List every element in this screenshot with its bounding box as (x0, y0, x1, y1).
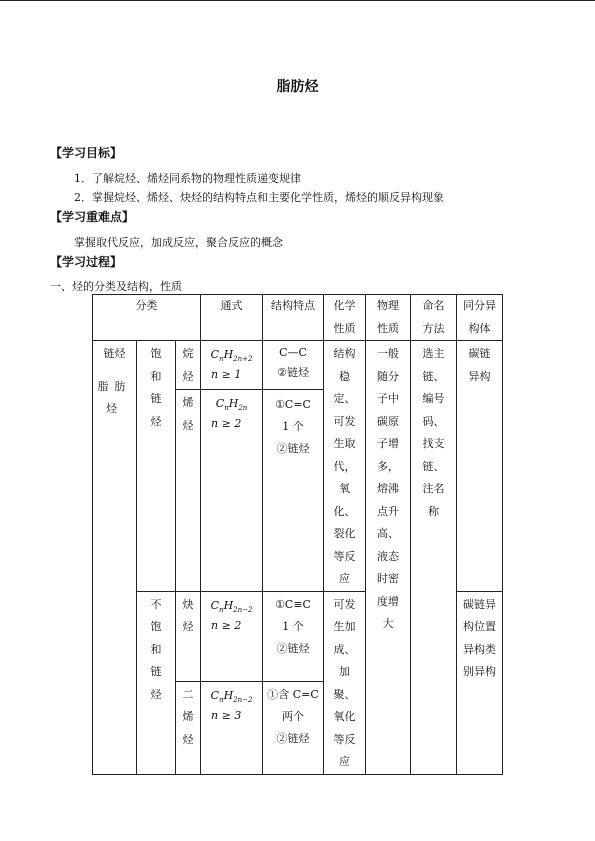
alkane-formula: $C_nH_{2n+2}$ (210, 348, 253, 364)
goals-heading: 【学习目标】 (50, 146, 123, 160)
alkane-condition: n ≥ 1 (211, 368, 242, 382)
header-formula: 通式 (201, 295, 263, 341)
alkyne-formula: $C_nH_{2n-2}$ (210, 598, 253, 614)
diene-name: 二烯烃 (176, 681, 201, 774)
alkane-name: 烷烃 (176, 341, 201, 390)
diene-condition: n ≥ 3 (211, 709, 242, 723)
diene-formula: $C_nH_{2n-2}$ (210, 688, 253, 705)
alkane-structure: C—C ②链烃 (263, 341, 324, 390)
chain-aliphatic-cell (93, 341, 137, 775)
alkene-formula-cell (201, 390, 263, 591)
header-physical: 物理性质 (366, 295, 411, 341)
table-row-alkane (93, 341, 503, 390)
key-points-text: 掌握取代反应，加成反应，聚合反应的概念 (74, 236, 283, 249)
alkyne-formula-cell (201, 591, 263, 681)
alkene-name: 烯烃 (176, 390, 201, 591)
alkyne-name: 炔烃 (176, 591, 201, 681)
header-chemical: 化学性质 (324, 295, 366, 341)
alkene-condition: n ≥ 2 (211, 417, 242, 431)
alkane-formula-cell (201, 341, 263, 390)
aliphatic-label: 脂肪烃 (97, 379, 132, 415)
alkene-structure: ①C=C 1 个 ②链烃 (263, 390, 324, 591)
goal-item-1: 1．了解烷烃、烯烃同系物的物理性质递变规律 (74, 172, 301, 185)
chain-label: 链烃 (103, 347, 126, 360)
naming-method: 选主链、编号码、找支链、注名称 (411, 341, 457, 775)
header-rule (0, 0, 595, 1)
goal-item-2: 2．掌握烷烃、烯烃、炔烃的结构特点和主要化学性质，烯烃的顺反异构现象 (74, 191, 444, 204)
unsaturated-cell: 不饱和链烃 (137, 591, 176, 774)
process-subheading: 一、烃的分类及结构，性质 (50, 280, 182, 293)
isomer-unsaturated: 碳链异构位置异构类别异构 (457, 591, 503, 774)
alkyne-condition: n ≥ 2 (211, 618, 242, 632)
alkyne-structure: ①C≡C 1 个 ②链烃 (263, 591, 324, 681)
hydrocarbon-table (92, 294, 503, 775)
chemical-saturated: 结构稳定、可发生取代，氧化、裂化等反应 (324, 341, 366, 592)
header-classify: 分类 (93, 295, 201, 341)
saturated-cell: 饱和链烃 (137, 341, 176, 592)
header-naming: 命名方法 (411, 295, 457, 341)
process-heading: 【学习过程】 (50, 255, 123, 269)
header-isomer: 同分异构体 (457, 295, 503, 341)
diene-formula-cell (201, 681, 263, 774)
alkene-formula: $C_nH_{2n}$ (215, 397, 248, 413)
isomer-saturated: 碳链异构 (457, 341, 503, 592)
key-points-heading: 【学习重难点】 (50, 210, 135, 224)
table-header-row (93, 295, 503, 341)
physical-properties: 一般随分子中碳原子增多，熔沸点升高、液态时密度增大 (366, 341, 411, 775)
header-structure: 结构特点 (263, 295, 324, 341)
page-title: 脂肪烃 (276, 79, 319, 95)
chemical-unsaturated: 可发生加成、加聚、氧化等反应 (324, 591, 366, 774)
diene-structure: ①含 C=C 两个 ②链烃 (263, 681, 324, 774)
